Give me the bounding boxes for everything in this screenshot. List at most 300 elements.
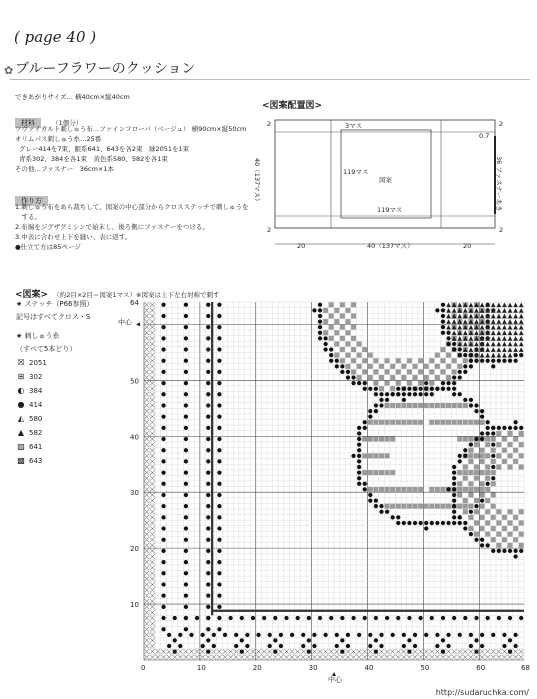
stitch-shade (485, 437, 490, 442)
stitch-cross (150, 571, 154, 575)
stitch-triangle (491, 330, 496, 335)
stitch-triangle (497, 302, 502, 307)
stitch-dot (508, 638, 512, 642)
stitch-shade (407, 504, 412, 509)
stitch-triangle (497, 342, 502, 347)
stitch-shade (390, 403, 395, 408)
stitch-cross (145, 498, 149, 502)
stitch-shade (373, 358, 378, 363)
stitch-shade (418, 504, 423, 509)
stitch-triangle (519, 319, 524, 324)
stitch-triangle (497, 314, 502, 319)
stitch-cross (262, 655, 266, 659)
stitch-cross (301, 655, 305, 659)
stitch-dot (212, 633, 216, 637)
stitch-triangle (513, 302, 518, 307)
stitch-shade (429, 403, 434, 408)
stitch-cross (150, 442, 154, 446)
stitch-dot (206, 571, 210, 575)
stitch-shade (446, 403, 451, 408)
stitch-dot (379, 392, 383, 396)
stitch-dot (318, 616, 322, 620)
stitch-dot (424, 526, 428, 530)
stitch-dot (161, 426, 165, 430)
stitch-cross (145, 403, 149, 407)
page-title: ブルーフラワーのクッション (15, 61, 196, 77)
stitch-dot (357, 426, 361, 430)
stitch-cross (390, 655, 394, 659)
stitch-dot (206, 426, 210, 430)
stitch-triangle (508, 319, 513, 324)
stitch-cross (150, 336, 154, 340)
legend-code: 2051 (29, 359, 47, 367)
stitch-cross (212, 655, 216, 659)
stitch-shade (323, 319, 328, 324)
stitch-dot (418, 616, 422, 620)
stitch-cross (469, 655, 473, 659)
stitch-dot (206, 515, 210, 519)
stitch-cross (363, 655, 367, 659)
stitch-cross (145, 537, 149, 541)
stitch-cross (150, 314, 154, 318)
stitch-shade (508, 431, 513, 436)
stitch-shade (429, 381, 434, 386)
stitch-shade (496, 509, 501, 514)
stitch-shade (368, 375, 373, 380)
stitch-dot (161, 381, 165, 385)
stitch-cross (407, 655, 411, 659)
stitch-shade (368, 470, 373, 475)
stitch-dot (161, 370, 165, 374)
stitch-cross (145, 493, 149, 497)
stitch-shade (435, 375, 440, 380)
stitch-dot (279, 633, 283, 637)
stitch-cross (150, 593, 154, 597)
stitch-dot (161, 325, 165, 329)
stitch-shade (334, 353, 339, 358)
stitch-dot (469, 353, 473, 357)
stitch-cross (150, 526, 154, 530)
stitch-cross (161, 649, 165, 653)
finished-size: できあがりサイズ… 横40cm×縦40cm (15, 93, 130, 101)
stitch-dot (217, 314, 221, 318)
materials-note: （1個分） (52, 119, 83, 127)
stitch-shade (463, 403, 468, 408)
stitch-dot (206, 470, 210, 474)
stitch-shade (480, 448, 485, 453)
stitch-dot (206, 437, 210, 441)
stitch-cross (402, 649, 406, 653)
stitch-cross (145, 571, 149, 575)
stitch-cross (150, 510, 154, 514)
stitch-shade (329, 336, 334, 341)
stitch-cross (150, 319, 154, 323)
stitch-dot (385, 398, 389, 402)
stitch-triangle (446, 308, 451, 313)
stitch-shade (480, 459, 485, 464)
stitch-shade (502, 437, 507, 442)
stitch-dot (161, 470, 165, 474)
stitch-dot (184, 459, 188, 463)
stitch-cross (150, 448, 154, 452)
stitch-cross (145, 476, 149, 480)
stitch-cross (150, 560, 154, 564)
stitch-cross (463, 655, 467, 659)
stitch-dot (357, 633, 361, 637)
stitch-dot (463, 353, 467, 357)
stitch-dot (323, 342, 327, 346)
stitch-dot (463, 521, 467, 525)
stitch-triangle (508, 353, 513, 358)
stitch-dot (357, 482, 361, 486)
stitch-shade (351, 347, 356, 352)
stitch-cross (335, 649, 339, 653)
stitch-dot (351, 375, 355, 379)
stitch-dot (184, 437, 188, 441)
stitch-dot (441, 303, 445, 307)
stitch-dot (161, 616, 165, 620)
stitch-dot (217, 504, 221, 508)
stitch-cross (189, 649, 193, 653)
stitch-cross (284, 649, 288, 653)
stitch-dot (161, 571, 165, 575)
stitch-shade (407, 381, 412, 386)
stitch-triangle (491, 336, 496, 341)
diagram-label: 2 (267, 226, 272, 234)
stitch-shade (463, 420, 468, 425)
stitch-dot (318, 314, 322, 318)
stitch-shade (373, 453, 378, 458)
stitch-shade (396, 381, 401, 386)
stitch-cross (145, 303, 149, 307)
stitch-cross (145, 325, 149, 329)
stitch-cross (145, 442, 149, 446)
stitch-dot (363, 420, 367, 424)
stitch-shade (513, 459, 518, 464)
stitch-dot (379, 644, 383, 648)
stitch-dot (474, 504, 478, 508)
stitch-dot (474, 638, 478, 642)
stitch-shade (396, 403, 401, 408)
stitch-dot (184, 347, 188, 351)
stitch-dot (446, 336, 450, 340)
stitch-shade (340, 347, 345, 352)
stitch-dot (474, 409, 478, 413)
diagram-label: 図案 (379, 176, 392, 184)
stitch-dot (480, 431, 484, 435)
stitch-dot (206, 314, 210, 318)
stitch-cross (145, 521, 149, 525)
stitch-dot (407, 387, 411, 391)
stitch-shade (508, 543, 513, 548)
stitch-shade (401, 403, 406, 408)
stitch-dot (513, 549, 517, 553)
stitch-shade (474, 476, 479, 481)
stitch-dot (173, 638, 177, 642)
stitch-shade (390, 375, 395, 380)
stitch-triangle (457, 336, 462, 341)
stitch-dot (161, 504, 165, 508)
stitch-shade (345, 330, 350, 335)
stitch-shade (485, 476, 490, 481)
stitch-dot (206, 392, 210, 396)
stitch-triangle (446, 314, 451, 319)
diagram-label: 20 (297, 242, 306, 250)
stitch-triangle (508, 302, 513, 307)
stitch-shade (357, 364, 362, 369)
stitch-cross (206, 655, 210, 659)
stitch-shade (435, 420, 440, 425)
stitch-cross (145, 414, 149, 418)
stitch-shade (480, 487, 485, 492)
stitch-triangle (502, 336, 507, 341)
stitch-dot (424, 387, 428, 391)
stitch-dot (368, 493, 372, 497)
stitch-dot (463, 364, 467, 368)
stitch-shade (424, 375, 429, 380)
stitch-shade (491, 448, 496, 453)
stitch-dot (402, 633, 406, 637)
stitch-dot (217, 616, 221, 620)
stitch-dot (441, 649, 445, 653)
stitch-shade (385, 437, 390, 442)
stitch-triangle (497, 325, 502, 330)
stitch-triangle (513, 330, 518, 335)
stitch-dot (452, 375, 456, 379)
stitch-shade (457, 437, 462, 442)
stitch-shade (368, 437, 373, 442)
stitch-dot (161, 347, 165, 351)
diagram-label: 40（137マス） (367, 242, 414, 250)
stitch-shade (440, 403, 445, 408)
stitch-cross (228, 649, 232, 653)
stitch-dot (480, 415, 484, 419)
stitch-dot (446, 381, 450, 385)
diagram-label: 2 (499, 226, 504, 234)
stitch-cross (150, 392, 154, 396)
stitch-cross (346, 649, 350, 653)
stitch-dot (184, 426, 188, 430)
stitch-dot (184, 325, 188, 329)
stitch-cross (301, 649, 305, 653)
stitch-cross (435, 649, 439, 653)
stitch-cross (223, 655, 227, 659)
stitch-triangle (513, 347, 518, 352)
stitch-shade (440, 420, 445, 425)
stitch-cross (150, 375, 154, 379)
stitch-dot (441, 381, 445, 385)
stitch-dot (491, 454, 495, 458)
stitch-dot (206, 347, 210, 351)
stitch-dot (161, 359, 165, 363)
stitch-dot (491, 431, 495, 435)
stitch-dot (446, 644, 450, 648)
stitch-dot (446, 521, 450, 525)
stitch-triangle (469, 347, 474, 352)
stitch-cross (145, 638, 149, 642)
stitch-cross (150, 308, 154, 312)
stitch-shade (385, 381, 390, 386)
stitch-dot (217, 526, 221, 530)
stitch-cross (145, 588, 149, 592)
stitch-dot (217, 470, 221, 474)
diagram-label: 40（137マス） (253, 158, 261, 205)
stitch-shade (385, 504, 390, 509)
stitch-shade (334, 330, 339, 335)
stitch-shade (440, 369, 445, 374)
stitch-cross (295, 649, 299, 653)
stitch-cross (145, 470, 149, 474)
stitch-dot (217, 515, 221, 519)
stitch-dot (363, 487, 367, 491)
stitch-dot (480, 538, 484, 542)
stitch-dot (184, 515, 188, 519)
stitch-cross (446, 655, 450, 659)
y-tick-label: 50 (130, 377, 139, 386)
stitch-triangle (469, 325, 474, 330)
materials-heading: 材料 (15, 118, 41, 128)
stitch-shade (502, 537, 507, 542)
stitch-cross (150, 599, 154, 603)
stitch-cross (273, 655, 277, 659)
stitch-dot (357, 381, 361, 385)
diagram-label: 119マス (343, 168, 369, 176)
center-marker-icon (332, 672, 336, 676)
stitch-cross (150, 610, 154, 614)
stitch-triangle (480, 325, 485, 330)
stitch-dot (161, 538, 165, 542)
legend-code: 302 (29, 373, 43, 381)
stitch-triangle (502, 302, 507, 307)
stitch-dot (245, 644, 249, 648)
stitch-cross (351, 649, 355, 653)
stitch-cross (485, 649, 489, 653)
stitch-cross (390, 649, 394, 653)
stitch-dot (184, 582, 188, 586)
stitch-cross (435, 655, 439, 659)
stitch-shade (368, 364, 373, 369)
stitch-heading: ★ ステッチ（P66参照） (16, 300, 94, 308)
stitch-cross (150, 493, 154, 497)
stitch-triangle (480, 302, 485, 307)
stitch-shade (463, 509, 468, 514)
stitch-dot (217, 336, 221, 340)
stitch-dot (161, 515, 165, 519)
stitch-shade (396, 358, 401, 363)
stitch-shade (435, 487, 440, 492)
stitch-cross (251, 655, 255, 659)
thread-heading: ★ 刺しゅう糸 (16, 332, 60, 340)
stitch-dot (486, 420, 490, 424)
stitch-cross (368, 655, 372, 659)
stitch-dot (161, 415, 165, 419)
stitch-dot (513, 426, 517, 430)
stitch-shade (362, 453, 367, 458)
stitch-dot (497, 426, 501, 430)
stitch-cross (279, 649, 283, 653)
stitch-cross (318, 649, 322, 653)
materials-line: 青系302、384を各1束 黄色系580、582を各1束 (19, 155, 168, 163)
stitch-cross (150, 605, 154, 609)
stitch-shade (502, 448, 507, 453)
stitch-cross (145, 370, 149, 374)
stitch-cross (480, 655, 484, 659)
method-heading: 作り方 (15, 196, 48, 206)
stitch-dot (357, 431, 361, 435)
stitch-cross (150, 487, 154, 491)
stitch-shade (496, 532, 501, 537)
legend-item (16, 398, 94, 412)
stitch-shade (340, 336, 345, 341)
stitch-shade (385, 470, 390, 475)
stitch-dot (161, 482, 165, 486)
stitch-dot (435, 308, 439, 312)
stitch-shade (463, 498, 468, 503)
stitch-shade (491, 437, 496, 442)
stitch-dot (234, 644, 238, 648)
stitch-dot (307, 649, 311, 653)
stitch-shade (418, 369, 423, 374)
stitch-shade (468, 448, 473, 453)
stitch-dot (463, 526, 467, 530)
stitch-shade (435, 364, 440, 369)
stitch-dot (184, 314, 188, 318)
stitch-dot (413, 633, 417, 637)
stitch-dot (217, 538, 221, 542)
stitch-dot (301, 633, 305, 637)
stitch-cross (145, 649, 149, 653)
stitch-dot (217, 303, 221, 307)
stitch-dot (318, 331, 322, 335)
stitch-cross (351, 655, 355, 659)
stitch-cross (424, 649, 428, 653)
stitch-shade (340, 302, 345, 307)
stitch-triangle (513, 314, 518, 319)
stitch-shade (496, 465, 501, 470)
stitch-dot (486, 543, 490, 547)
stitch-shade (463, 470, 468, 475)
stitch-dot (346, 644, 350, 648)
stitch-dot (161, 403, 165, 407)
stitch-shade (440, 487, 445, 492)
stitch-dot (452, 347, 456, 351)
stitch-cross (150, 414, 154, 418)
stitch-triangle (446, 302, 451, 307)
stitch-shade (485, 465, 490, 470)
stitch-triangle (491, 342, 496, 347)
stitch-dot (340, 616, 344, 620)
stitch-shade (379, 453, 384, 458)
stitch-dot (217, 459, 221, 463)
stitch-dot (217, 437, 221, 441)
stitch-dot (497, 359, 501, 363)
stitch-dot (441, 314, 445, 318)
stitch-shade (440, 504, 445, 509)
stitch-cross (145, 504, 149, 508)
stitch-triangle (474, 330, 479, 335)
stitch-triangle (497, 330, 502, 335)
stitch-triangle (508, 330, 513, 335)
stitch-shade (390, 487, 395, 492)
stitch-triangle (480, 353, 485, 358)
stitch-dot (508, 649, 512, 653)
stitch-dot (379, 633, 383, 637)
stitch-dot (340, 364, 344, 368)
stitch-dot (228, 616, 232, 620)
stitch-shade (396, 487, 401, 492)
stitch-cross (156, 655, 160, 659)
stitch-dot (184, 415, 188, 419)
